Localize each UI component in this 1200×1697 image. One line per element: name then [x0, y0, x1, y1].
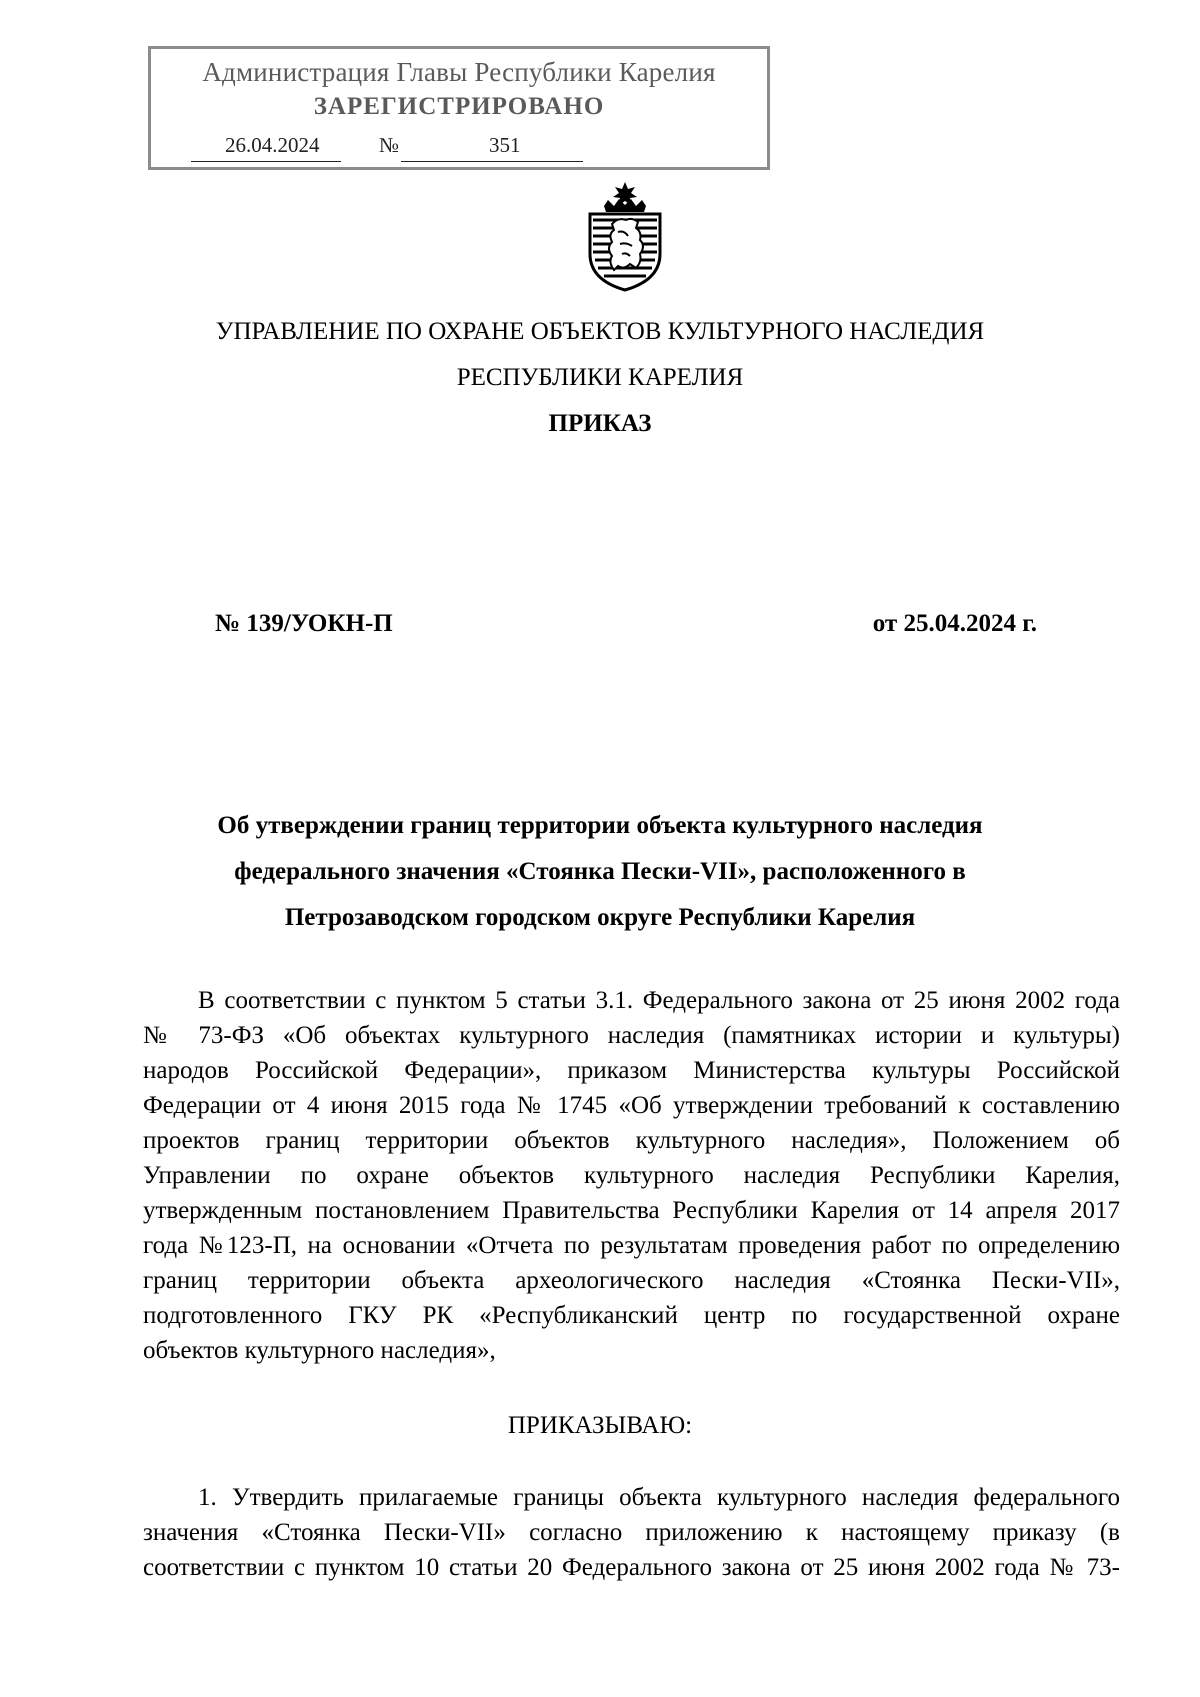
stamp-registration-line [191, 133, 591, 163]
agency-name-line2: РЕСПУБЛИКИ КАРЕЛИЯ [456, 364, 744, 391]
text-line: объектов культурного наследия», [143, 1337, 496, 1364]
text-line: № 73-ФЗ «Об объектах культурного наследия (памятниках истории и культуры) [143, 1022, 1120, 1049]
order-number: № 139/УОКН-П [215, 610, 393, 637]
text-line: В соответствии с пунктом 5 статьи 3.1. Федерального закона от 25 июня 2002 года [198, 987, 1120, 1014]
stamp-status: ЗАРЕГИСТРИРОВАНО [313, 93, 605, 120]
decree-word: ПРИКАЗЫВАЮ: [507, 1412, 693, 1439]
subject-line: Об утверждении границ территории объекта культурного наследия [217, 812, 983, 839]
subject-line: федерального значения «Стоянка Пески-VII», расположенного в [234, 858, 966, 885]
order-subject [150, 803, 1050, 941]
text-line: народов Российской Федерации», приказом Министерства культуры Российской [143, 1057, 1120, 1084]
text-line: Управлении по охране объектов культурного наследия Республики Карелия, [143, 1162, 1120, 1189]
stamp-organization: Администрация Главы Республики Карелия [202, 57, 716, 87]
stamp-number: 351 [489, 133, 521, 157]
text-line: года №123-П, на основании «Отчета по результатам проведения работ по определению [143, 1232, 1120, 1259]
text-line: Федерации от 4 июня 2015 года № 1745 «Об утверждении требований к составлению [143, 1092, 1120, 1119]
order-date: от 25.04.2024 г. [872, 610, 1037, 637]
karelia-coat-of-arms-icon [578, 180, 672, 292]
text-line: подготовленного ГКУ РК «Республиканский центр по государственной охране [143, 1302, 1120, 1329]
order-item-1 [143, 1480, 1120, 1585]
text-line: утвержденным постановлением Правительства Республики Карелия от 14 апреля 2017 [143, 1197, 1120, 1224]
agency-name-line1: УПРАВЛЕНИЕ ПО ОХРАНЕ ОБЪЕКТОВ КУЛЬТУРНОГО НАСЛЕДИЯ [215, 318, 985, 345]
text-line: границ территории объекта археологического наследия «Стоянка Пески-VII», [143, 1267, 1120, 1294]
stamp-number-label: № [379, 133, 400, 157]
stamp-date: 26.04.2024 [225, 133, 320, 157]
text-line: соответствии с пунктом 10 статьи 20 Федерального закона от 25 июня 2002 года № 73- [143, 1554, 1120, 1581]
text-line: значения «Стоянка Пески-VII» согласно приложению к настоящему приказу (в [143, 1519, 1120, 1546]
preamble-paragraph [143, 983, 1120, 1368]
registration-stamp [148, 46, 770, 170]
text-line: 1. Утвердить прилагаемые границы объекта культурного наследия федерального [198, 1484, 1120, 1511]
subject-line: Петрозаводском городском округе Республики Карелия [284, 904, 916, 931]
text-line: проектов границ территории объектов культурного наследия», Положением об [143, 1127, 1120, 1154]
document-type: ПРИКАЗ [548, 410, 652, 437]
